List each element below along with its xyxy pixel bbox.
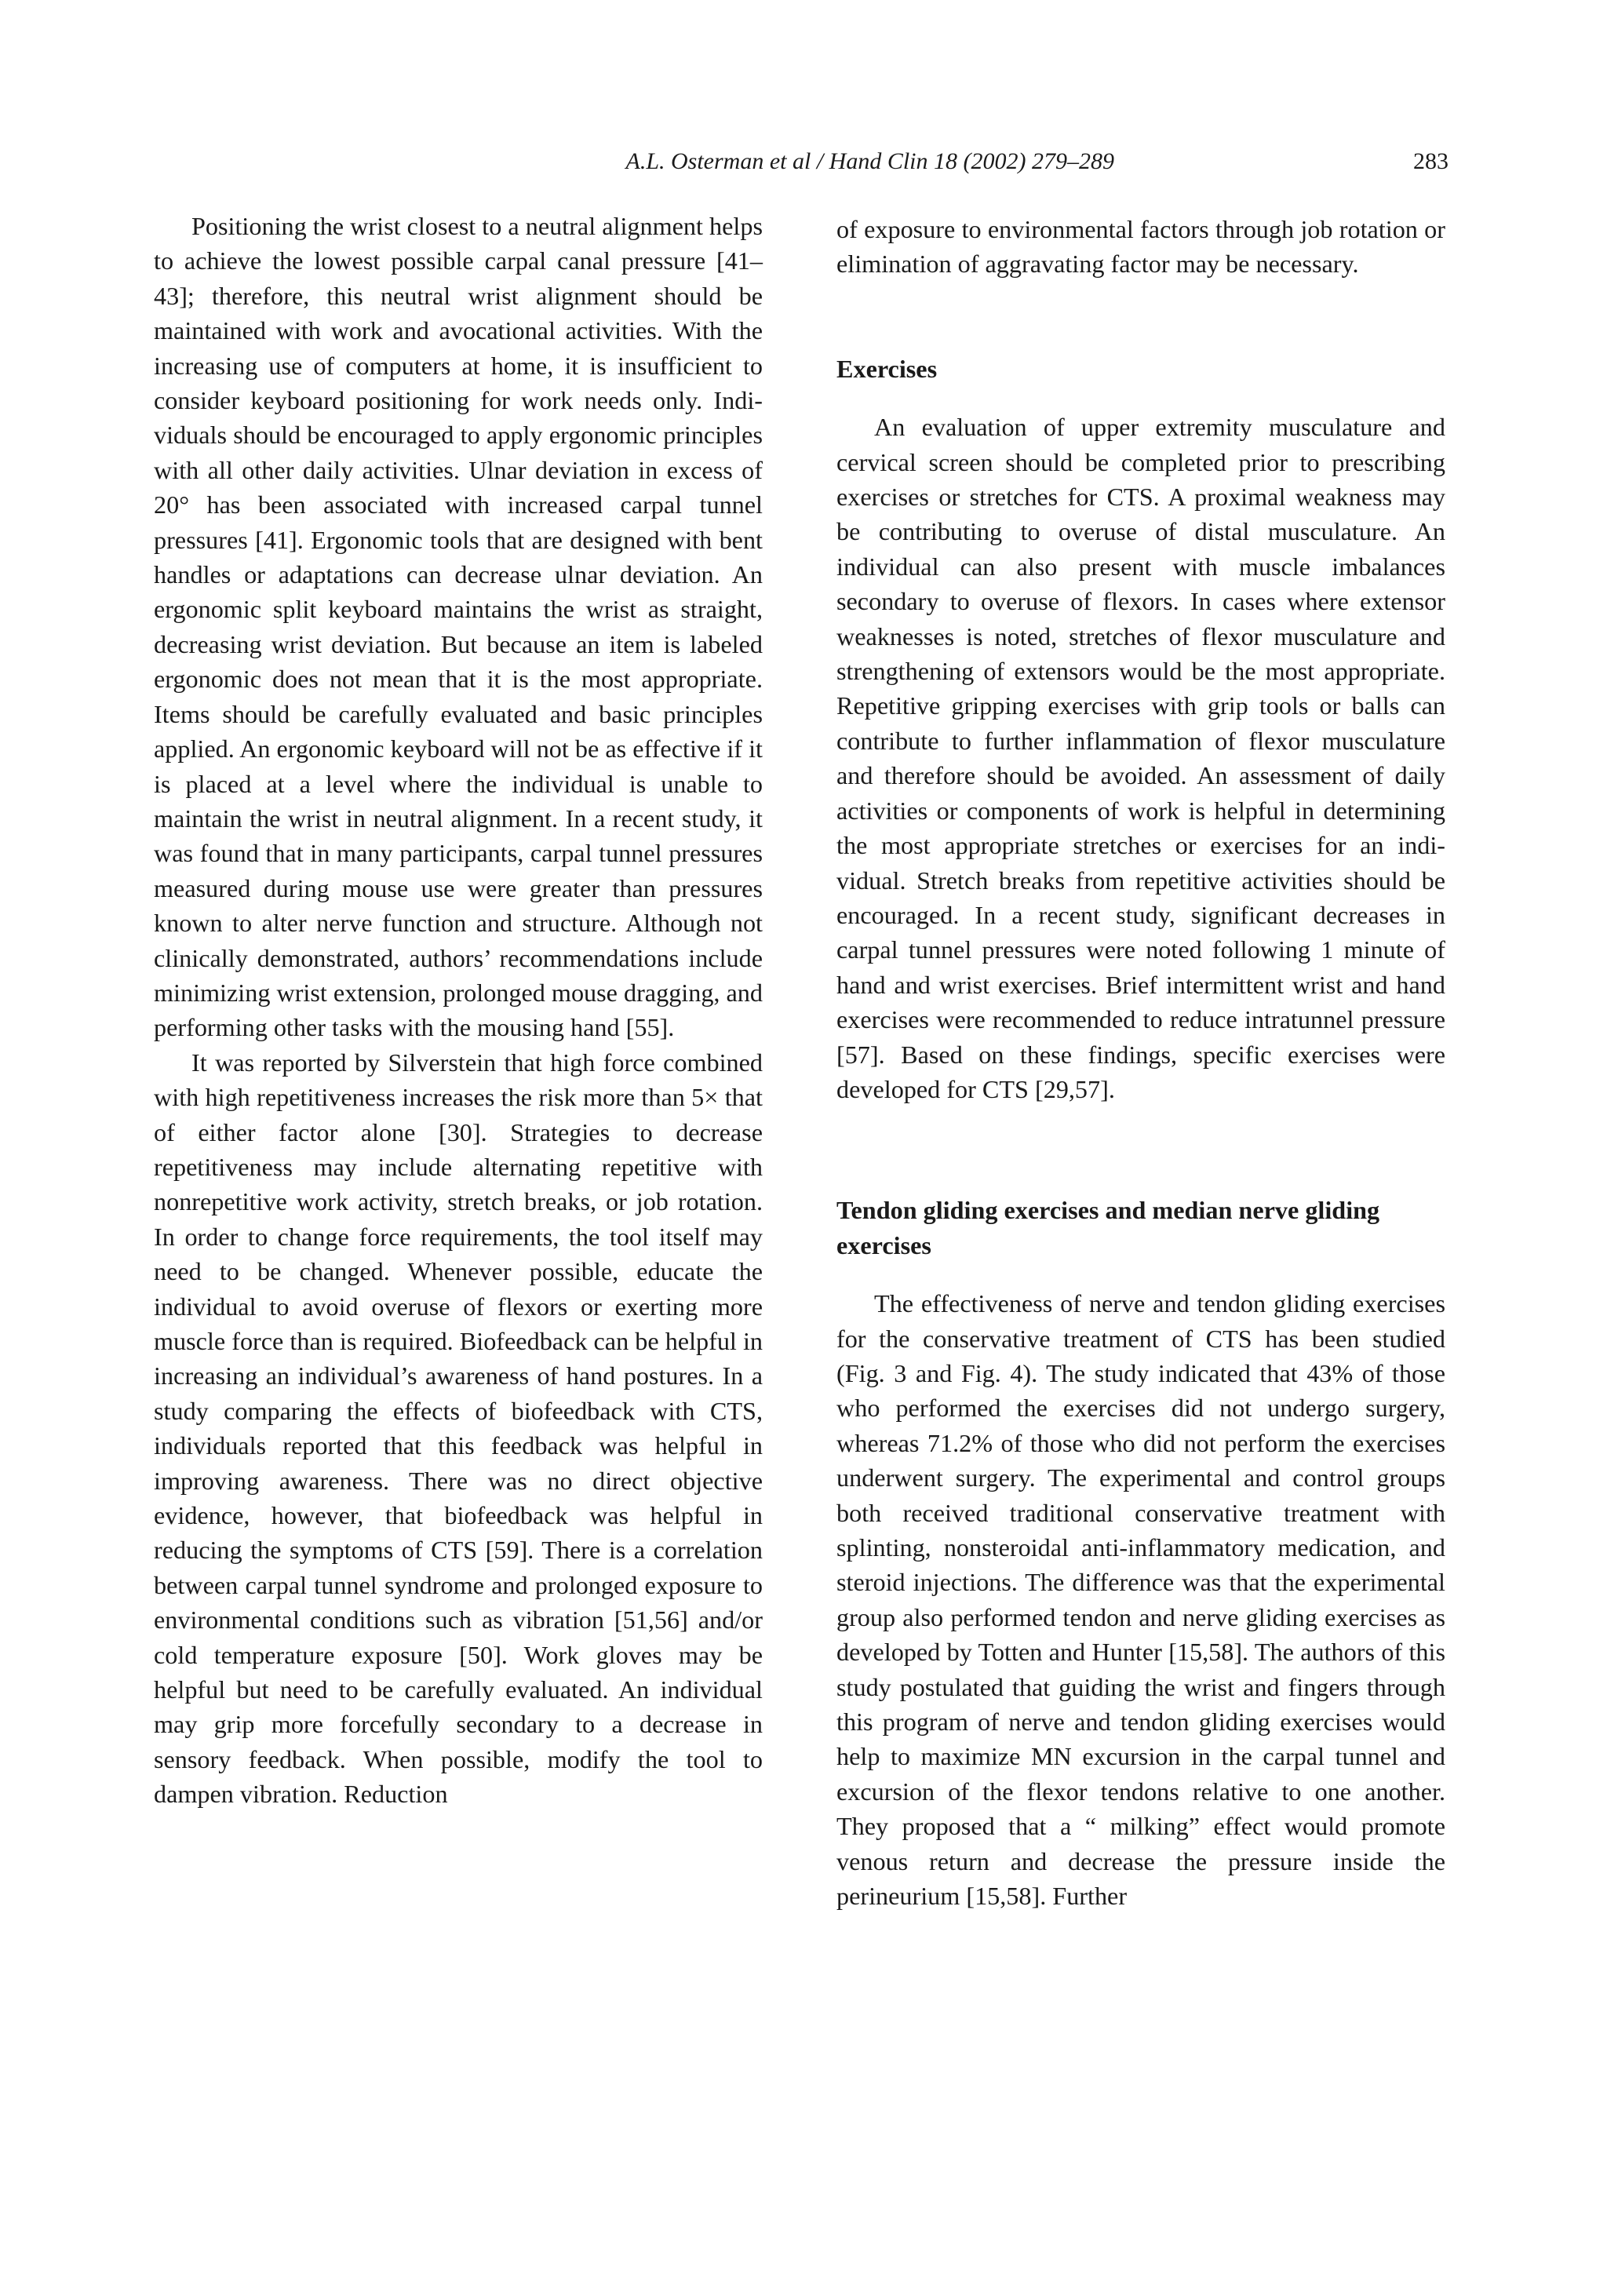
section-heading-exercises: Exercises (836, 354, 938, 383)
paragraph-force-repetition: It was reported by Silverstein that high force combined with high repetitiveness increases the risk more than 5× that of either factor alone [30]. Strategies to decrease repetitiveness may include alternating repetitive with nonrepetitive work activity, stretch breaks, or job rotation. In order to change force requirements, the tool itself may need to be changed. Whenever possible, educate the individual to avoid overuse of flexors or exerting more muscle force than is required. Biofeedback can be helpful in increasing an individual’s awareness of hand postures. In a study comparing the effects of biofeedback with CTS, individuals reported that this feedback was helpful in improving awareness. There was no direct objective evidence, however, that biofeedback was helpful in reducing the symptoms of CTS [59]. There is a correlation between carpal tunnel syndrome and prolonged exposure to environmental conditions such as vibration [51,56] and/​or cold temperature exposure [50]. Work gloves may be helpful but need to be carefully evaluated. An individual may grip more forcefully secondary to a decrease in sensory feedback. When possible, modify the tool to dampen vibration. Reduction (154, 1048, 763, 1809)
paragraph-continuation: of exposure to environmental factors through job rotation or elimination of aggravating factor may be necessary. (836, 215, 1445, 279)
page-number: 283 (1413, 148, 1448, 174)
running-title: A.L. Osterman et al / Hand Clin 18 (2002) 279–289 (625, 148, 1114, 174)
paragraph-exercises: An evaluation of upper extremity musculature and cervical screen should be completed prior to prescribing exercises or stretches for CTS. A proximal weakness may be contributing to overuse of distal musculature. An individual can also present with muscle imbalances secondary to overuse of flexors. In cases where extensor weaknesses is noted, stretches of flexor musculature and strengthening of extensors would be the most appropriate. Repetitive gripping exercises with grip tools or balls can contribute to further inflammation of flexor musculature and therefore should be avoided. An assessment of daily activities or components of work is helpful in determining the most appropriate stretches or exercises for an individual. Stretch breaks from repetitive activities should be encouraged. In a recent study, significant decreases in carpal tunnel pressures were noted following 1 minute of hand and wrist exercises. Brief intermittent wrist and hand exercises were recommended to reduce intratunnel pressure [57]. Based on these findings, specific exercises were developed for CTS [29,57]. (836, 413, 1445, 1103)
paragraph-wrist-positioning: Positioning the wrist closest to a neutral alignment helps to achieve the lowest possible carpal canal pressure [41–43]; therefore, this neutral wrist alignment should be maintained with work and avocational activities. With the increasing use of computers at home, it is insufficient to consider keyboard positioning for work needs only. Individuals should be encouraged to apply ergonomic principles with all other daily activities. Ulnar deviation in excess of 20° has been associated with increased carpal tunnel pressures [41]. Ergonomic tools that are designed with bent handles or adaptations can decrease ulnar deviation. An ergonomic split keyboard maintains the wrist as straight, decreasing wrist deviation. But because an item is labeled ergonomic does not mean that it is the most appropriate. Items should be carefully evaluated and basic principles applied. An ergonomic keyboard will not be as effective if it is placed at a level where the individual is unable to maintain the wrist in neutral alignment. In a recent study, it was found that in many participants, carpal tunnel pressures measured during mouse use were greater than pressures known to alter nerve function and structure. Although not clinically demonstrated, authors’ recommendations include minimizing wrist extension, prolonged mouse dragging, and performing other tasks with the mousing hand [55]. (154, 212, 763, 1042)
section-heading-gliding-exercises: Tendon gliding exercises and median nerve gliding exercises (836, 1196, 1380, 1259)
left-column (154, 209, 763, 1812)
paragraph-gliding-exercises: The effectiveness of nerve and tendon gliding exercises for the conservative treatment of CTS has been studied (Fig. 3 and Fig. 4). The study indicated that 43% of those who performed the exercises did not undergo surgery, whereas 71.2% of those who did not perform the exercises underwent surgery. The experimental and control groups both received traditional conservative treatment with splinting, nonsteroidal anti-inflammatory medication, and steroid injections. The difference was that the experimental group also performed tendon and nerve gliding exercises as developed by Totten and Hunter [15,58]. The authors of this study postulated that guiding the wrist and fingers through this program of nerve and tendon gliding exercises would help to maximize MN excursion in the carpal tunnel and excursion of the flexor tendons relative to one another. They proposed that a “ milking” effect would promote venous return and decrease the pressure inside the perineurium [15,58]. Further (836, 1289, 1445, 1911)
right-column (836, 212, 1445, 1913)
running-head (0, 146, 1607, 177)
